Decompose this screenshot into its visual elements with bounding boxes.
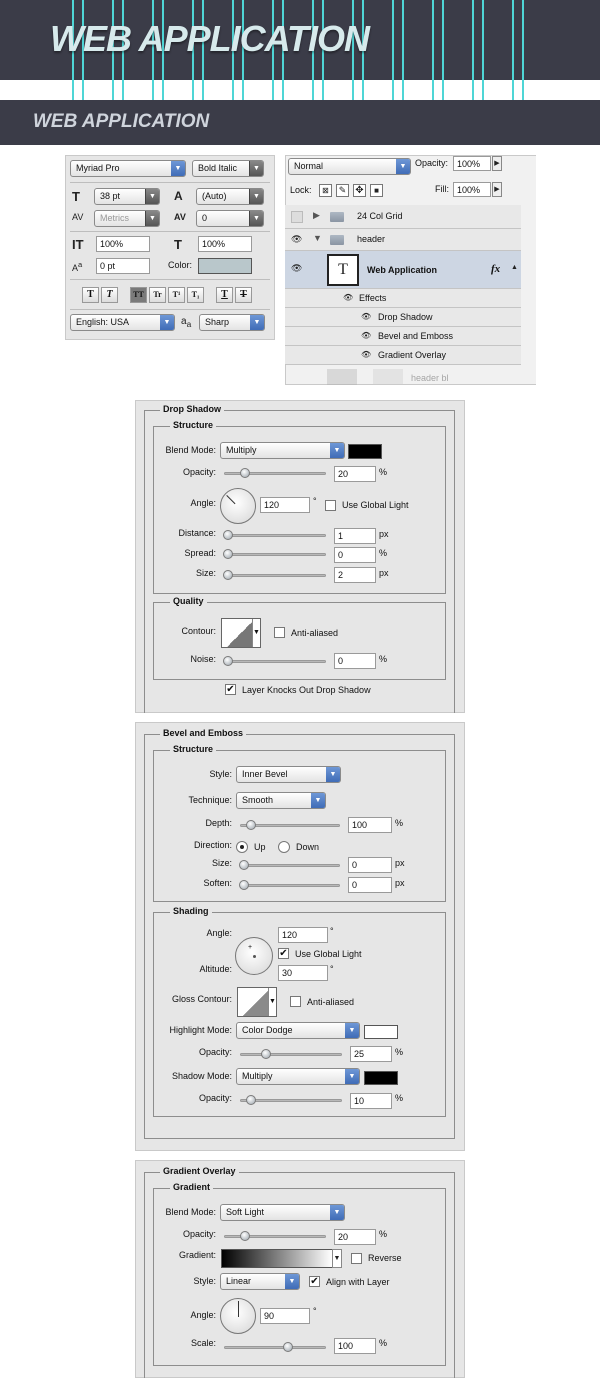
px-unit: px	[379, 529, 389, 539]
direction-up-label: Up	[254, 842, 266, 852]
direction-up-radio[interactable]	[236, 841, 248, 853]
chevron-down-icon: ▼	[250, 315, 264, 330]
align-with-layer-label: Align with Layer	[326, 1277, 390, 1287]
subscript-button[interactable]: T₁	[187, 287, 204, 303]
kerning-select[interactable]	[94, 210, 160, 227]
underline-button[interactable]: T	[216, 287, 233, 303]
leading-value: (Auto)	[202, 191, 227, 201]
slider-thumb[interactable]	[239, 860, 249, 870]
shadow-mode-value: Multiply	[242, 1071, 273, 1081]
anti-aliased-label: Anti-aliased	[291, 628, 339, 638]
slider-thumb[interactable]	[283, 1342, 293, 1352]
highlight-mode-label: Highlight Mode:	[169, 1025, 232, 1035]
slider-thumb[interactable]	[240, 468, 250, 478]
vertical-scale-input[interactable]: 100%	[96, 236, 150, 252]
direction-down-label: Down	[296, 842, 320, 852]
percent-unit: %	[395, 818, 404, 828]
blend-mode-value: Multiply	[226, 445, 257, 455]
layer-row-header-bl[interactable]	[285, 365, 521, 385]
use-global-light-checkbox[interactable]: ✔	[279, 948, 288, 959]
chevron-down-icon: ▼	[171, 161, 185, 176]
degree-unit: °	[313, 1306, 317, 1316]
tracking-select[interactable]	[196, 210, 264, 227]
px-unit: px	[379, 568, 389, 578]
gradient-angle-dial[interactable]	[220, 1298, 256, 1334]
grid-strip	[0, 80, 600, 100]
effect-name: Drop Shadow	[378, 312, 433, 322]
noise-slider[interactable]	[224, 660, 326, 663]
degree-unit: °	[330, 964, 334, 974]
layer-name: header bl	[411, 373, 449, 383]
shadow-opacity-slider[interactable]	[240, 1099, 342, 1102]
tracking-icon: AV	[174, 212, 186, 222]
layer-name: 24 Col Grid	[357, 211, 403, 221]
bevel-style-select[interactable]	[236, 766, 341, 783]
folder-icon	[330, 212, 344, 222]
degree-unit: °	[313, 496, 317, 506]
contour-picker[interactable]	[221, 618, 261, 648]
layer-name: header	[357, 234, 386, 244]
gradient-opacity-slider[interactable]	[224, 1235, 326, 1238]
reverse-checkbox[interactable]	[351, 1253, 362, 1264]
shadow-opacity-input[interactable]: 10	[350, 1093, 392, 1109]
layer-opacity-label: Opacity:	[415, 158, 449, 168]
chevron-down-icon[interactable]: ▼	[332, 1249, 342, 1268]
layer-thumbnail-icon	[327, 369, 357, 385]
language-select[interactable]	[70, 314, 175, 331]
antialias-value: Sharp	[205, 317, 230, 327]
all-caps-button[interactable]: TT	[130, 287, 147, 303]
strikethrough-button[interactable]: T	[235, 287, 252, 303]
fx-icon[interactable]: fx	[491, 263, 501, 275]
lock-move-icon[interactable]: ✥	[353, 184, 366, 197]
blend-mode-label: Blend Mode:	[165, 445, 216, 455]
bevel-size-slider[interactable]	[240, 864, 340, 867]
highlight-mode-value: Color Dodge	[242, 1025, 293, 1035]
layer-blend-mode-value: Normal	[294, 161, 324, 171]
chevron-down-icon: ▼	[330, 443, 344, 458]
eye-icon[interactable]: 👁	[291, 263, 303, 273]
hero-title: WEB APPLICATION	[50, 18, 369, 59]
distance-input[interactable]: 1	[334, 528, 376, 544]
leading-select[interactable]	[196, 188, 264, 205]
language-value: English: USA	[76, 317, 130, 327]
highlight-mode-select[interactable]	[236, 1022, 360, 1039]
bevel-style-value: Inner Bevel	[242, 769, 288, 779]
technique-label: Technique:	[188, 795, 232, 805]
percent-unit: %	[379, 467, 388, 477]
scale-label: Scale:	[190, 1338, 216, 1348]
color-label: Color:	[168, 260, 193, 270]
gradient-angle-input[interactable]: 90	[260, 1308, 310, 1324]
font-family-select[interactable]	[70, 160, 186, 177]
horizontal-scale-icon: T	[174, 237, 182, 252]
chevron-right-icon[interactable]: ▶	[492, 156, 502, 171]
slider-thumb[interactable]	[223, 549, 233, 559]
slider-thumb[interactable]	[240, 1231, 250, 1241]
font-family-value: Myriad Pro	[76, 163, 120, 173]
opacity-label: Opacity:	[182, 467, 216, 477]
scale-input[interactable]: 100	[334, 1338, 376, 1354]
effects-row[interactable]	[285, 289, 521, 308]
effects-label: Effects	[359, 293, 387, 303]
highlight-opacity-label: Opacity:	[198, 1047, 232, 1057]
use-global-light-label: Use Global Light	[295, 949, 362, 959]
effect-row-gradient-overlay[interactable]	[285, 346, 521, 365]
chevron-down-icon: ▼	[326, 767, 340, 782]
antialias-icon: $a_a$	[181, 316, 192, 329]
px-unit: px	[395, 878, 405, 888]
faux-italic-button[interactable]: T	[101, 287, 118, 303]
spread-input[interactable]: 0	[334, 547, 376, 563]
blend-mode-label: Blend Mode:	[165, 1207, 216, 1217]
fill-input[interactable]: 100%	[453, 182, 491, 197]
opacity-slider[interactable]	[224, 472, 326, 475]
slider-thumb[interactable]	[246, 1095, 256, 1105]
angle-label: Angle:	[190, 498, 216, 508]
size-label: Size:	[211, 858, 232, 868]
percent-unit: %	[379, 654, 388, 664]
reverse-label: Reverse	[368, 1253, 402, 1263]
shading-angle-input[interactable]: 120	[278, 927, 328, 943]
fill-label: Fill:	[435, 184, 449, 194]
gradient-blend-mode-select[interactable]	[220, 1204, 345, 1221]
blend-mode-select[interactable]	[220, 442, 345, 459]
gloss-contour-picker[interactable]	[237, 987, 277, 1017]
small-caps-button[interactable]: Tr	[149, 287, 166, 303]
chevron-down-icon: ▼	[252, 619, 260, 647]
gradient-preview[interactable]	[221, 1249, 333, 1268]
highlight-opacity-slider[interactable]	[240, 1053, 342, 1056]
slider-thumb[interactable]	[223, 656, 233, 666]
degree-unit: °	[330, 926, 334, 936]
text-color-swatch[interactable]	[198, 258, 252, 274]
anti-aliased-label: Anti-aliased	[307, 997, 355, 1007]
vertical-scale-icon: IT	[72, 237, 84, 252]
size-input[interactable]: 2	[334, 567, 376, 583]
lock-transparent-icon[interactable]: ⊠	[319, 184, 332, 197]
chevron-down-icon: ▼	[249, 189, 263, 204]
technique-select[interactable]	[236, 792, 326, 809]
effect-row-bevel-emboss[interactable]	[285, 327, 521, 346]
chevron-down-icon: ▼	[160, 315, 174, 330]
shadow-color-swatch[interactable]	[364, 1071, 398, 1085]
chevron-down-icon: ▼	[249, 211, 263, 226]
use-global-light-checkbox[interactable]	[325, 500, 336, 511]
expand-arrow-icon[interactable]: ▶	[313, 210, 320, 220]
effect-name: Bevel and Emboss	[378, 331, 454, 341]
folder-icon	[330, 235, 344, 245]
subheader-bar	[0, 100, 600, 145]
horizontal-scale-input[interactable]: 100%	[198, 236, 252, 252]
style-label: Style:	[193, 1276, 216, 1286]
font-style-select[interactable]	[192, 160, 264, 177]
drop-shadow-title: Drop Shadow	[160, 404, 224, 414]
percent-unit: %	[395, 1093, 404, 1103]
opacity-label: Opacity:	[182, 1229, 216, 1239]
gradient-overlay-title: Gradient Overlay	[160, 1166, 239, 1176]
chevron-down-icon: ▼	[285, 1274, 299, 1289]
px-unit: px	[395, 858, 405, 868]
chevron-down-icon: ▼	[311, 793, 325, 808]
effect-row-drop-shadow[interactable]	[285, 308, 521, 327]
chevron-down-icon: ▼	[396, 159, 410, 174]
kerning-value: Metrics	[100, 213, 129, 223]
gradient-section-title: Gradient	[170, 1182, 213, 1192]
chevron-down-icon: ▼	[345, 1069, 359, 1084]
technique-value: Smooth	[242, 795, 274, 805]
percent-unit: %	[379, 1229, 388, 1239]
size-slider[interactable]	[224, 574, 326, 577]
shadow-mode-select[interactable]	[236, 1068, 360, 1085]
layer-row-header[interactable]	[285, 229, 521, 251]
font-size-icon: T	[72, 189, 80, 204]
gradient-blend-mode-value: Soft Light	[226, 1207, 265, 1217]
knocks-out-label: Layer Knocks Out Drop Shadow	[242, 685, 371, 695]
layer-opacity-input[interactable]: 100%	[453, 156, 491, 171]
eye-icon[interactable]: 👁	[343, 293, 354, 302]
percent-unit: %	[379, 1338, 388, 1348]
mask-thumbnail-icon	[373, 369, 403, 385]
direction-label: Direction:	[193, 840, 232, 850]
lock-all-icon[interactable]: ■	[370, 184, 383, 197]
chevron-down-icon: ▼	[268, 988, 276, 1016]
kerning-icon: AV	[72, 212, 84, 222]
style-label: Style:	[209, 769, 232, 779]
eye-icon[interactable]: 👁	[291, 234, 303, 244]
gradient-label: Gradient:	[178, 1250, 216, 1260]
quality-title: Quality	[170, 596, 207, 606]
chevron-down-icon: ▼	[249, 161, 263, 176]
layer-row-web-application[interactable]	[285, 251, 521, 289]
distance-label: Distance:	[178, 528, 216, 538]
angle-dial[interactable]	[220, 488, 256, 524]
eye-icon[interactable]: 👁	[361, 312, 372, 321]
gradient-style-select[interactable]	[220, 1273, 300, 1290]
soften-input[interactable]: 0	[348, 877, 392, 893]
noise-label: Noise:	[190, 654, 216, 664]
baseline-shift-icon: $A^a$	[72, 260, 83, 273]
altitude-input[interactable]: 30	[278, 965, 328, 981]
slider-thumb[interactable]	[223, 530, 233, 540]
spread-slider[interactable]	[224, 553, 326, 556]
visibility-off-icon[interactable]	[291, 211, 303, 223]
eye-icon[interactable]: 👁	[361, 331, 372, 340]
gradient-opacity-input[interactable]: 20	[334, 1229, 376, 1245]
percent-unit: %	[379, 548, 388, 558]
antialias-select[interactable]	[199, 314, 265, 331]
chevron-right-icon[interactable]: ▶	[492, 182, 502, 197]
eye-icon[interactable]: 👁	[361, 350, 372, 359]
font-size-select[interactable]	[94, 188, 160, 205]
tracking-value: 0	[202, 213, 208, 223]
font-size-value: 38 pt	[100, 191, 121, 201]
opacity-input[interactable]: 20	[334, 466, 376, 482]
spread-label: Spread:	[184, 548, 216, 558]
text-layer-thumbnail-icon: T	[327, 254, 359, 286]
shading-angle-dial[interactable]: +	[235, 937, 273, 975]
gloss-contour-label: Gloss Contour:	[171, 994, 232, 1004]
scale-slider[interactable]	[224, 1346, 326, 1349]
noise-input[interactable]: 0	[334, 653, 376, 669]
shadow-opacity-label: Opacity:	[198, 1093, 232, 1103]
lock-label: Lock:	[290, 185, 312, 195]
slider-thumb[interactable]	[246, 820, 256, 830]
slider-thumb[interactable]	[223, 570, 233, 580]
layer-blend-mode-select[interactable]	[288, 158, 411, 175]
layer-row-24-col-grid[interactable]	[285, 205, 521, 229]
structure-title: Structure	[170, 420, 216, 430]
anti-aliased-checkbox[interactable]	[274, 627, 285, 638]
superscript-button[interactable]: T¹	[168, 287, 185, 303]
angle-label: Angle:	[190, 1310, 216, 1320]
slider-thumb[interactable]	[261, 1049, 271, 1059]
shadow-mode-label: Shadow Mode:	[171, 1071, 232, 1081]
font-style-value: Bold Italic	[198, 163, 238, 173]
subheader-title: WEB APPLICATION	[33, 111, 210, 132]
depth-input[interactable]: 100	[348, 817, 392, 833]
highlight-opacity-input[interactable]: 25	[350, 1046, 392, 1062]
angle-input[interactable]: 120	[260, 497, 310, 513]
effect-name: Gradient Overlay	[378, 350, 447, 360]
effects-toggle-icon[interactable]: ▲	[511, 264, 518, 271]
angle-label: Angle:	[206, 928, 232, 938]
chevron-down-icon: ▼	[145, 211, 159, 226]
chevron-down-icon: ▼	[345, 1023, 359, 1038]
baseline-shift-input[interactable]: 0 pt	[96, 258, 150, 274]
hero-banner	[0, 0, 600, 80]
character-panel	[65, 155, 275, 340]
highlight-color-swatch[interactable]	[364, 1025, 398, 1039]
faux-bold-button[interactable]: T	[82, 287, 99, 303]
direction-down-radio[interactable]	[278, 841, 290, 853]
soften-slider[interactable]	[240, 884, 340, 887]
slider-thumb[interactable]	[239, 880, 249, 890]
use-global-light-label: Use Global Light	[342, 500, 409, 510]
distance-slider[interactable]	[224, 534, 326, 537]
lock-brush-icon[interactable]: ✎	[336, 184, 349, 197]
soften-label: Soften:	[203, 878, 232, 888]
knocks-out-checkbox[interactable]: ✔	[226, 684, 235, 695]
bevel-size-input[interactable]: 0	[348, 857, 392, 873]
layer-name: Web Application	[367, 265, 438, 275]
contour-label: Contour:	[181, 626, 216, 636]
depth-label: Depth:	[205, 818, 232, 828]
gradient-style-value: Linear	[226, 1276, 252, 1286]
percent-unit: %	[395, 1047, 404, 1057]
leading-icon: A	[174, 189, 183, 203]
bevel-title: Bevel and Emboss	[160, 728, 246, 738]
shadow-color-swatch[interactable]	[348, 444, 382, 459]
chevron-down-icon: ▼	[330, 1205, 344, 1220]
shading-title: Shading	[170, 906, 212, 916]
altitude-label: Altitude:	[199, 964, 232, 974]
depth-slider[interactable]	[240, 824, 340, 827]
chevron-down-icon: ▼	[145, 189, 159, 204]
size-label: Size:	[195, 568, 216, 578]
anti-aliased-checkbox[interactable]	[290, 996, 301, 1007]
collapse-arrow-icon[interactable]: ▼	[313, 233, 322, 243]
align-with-layer-checkbox[interactable]: ✔	[310, 1276, 319, 1287]
structure-title: Structure	[170, 744, 216, 754]
